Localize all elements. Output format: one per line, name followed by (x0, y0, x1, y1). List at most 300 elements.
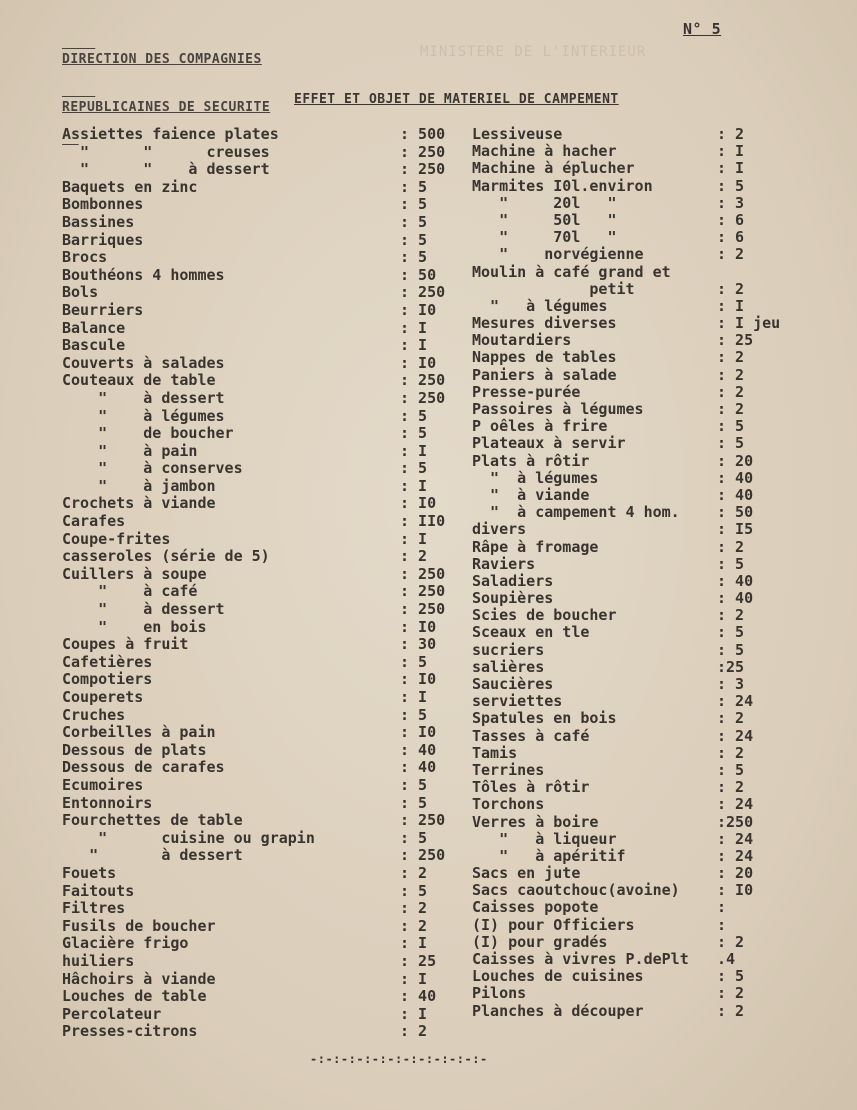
item-label: Beurriers (62, 300, 144, 319)
item-label: Sacs en jute (472, 864, 581, 883)
item-quantity: : 2 (717, 537, 745, 556)
item-label: " de boucher (62, 424, 234, 443)
inventory-row (470, 693, 830, 710)
item-label: " en bois (62, 617, 207, 636)
item-label: Tasses à café (472, 726, 590, 745)
item-quantity: : 2 (717, 932, 745, 951)
right-inventory-column (470, 126, 830, 1020)
item-label: Râpe à fromage (472, 537, 599, 556)
item-quantity: : 2 (717, 348, 745, 367)
item-label: " à jambon (62, 476, 216, 495)
inventory-row (62, 759, 472, 777)
inventory-row (470, 882, 830, 899)
inventory-row (62, 777, 472, 795)
item-label: Percolateur (62, 1004, 162, 1023)
item-quantity: :25 (717, 657, 745, 676)
inventory-row (470, 349, 830, 366)
item-label: P oêles à frire (472, 417, 608, 436)
inventory-row (470, 281, 830, 298)
inventory-row (62, 566, 472, 584)
document-title: EFFET ET OBJET DE MATERIEL DE CAMPEMENT (294, 92, 619, 107)
item-quantity: : I (400, 336, 428, 355)
item-quantity: : I (717, 159, 745, 178)
inventory-row (470, 1003, 830, 1020)
inventory-row (470, 624, 830, 641)
item-label: Barriques (62, 230, 144, 249)
item-quantity: : 5 (717, 967, 745, 986)
item-quantity: : 500 (400, 125, 446, 143)
inventory-row (470, 521, 830, 538)
item-quantity: : I0 (400, 670, 437, 689)
item-quantity: : 50 (400, 265, 437, 284)
item-quantity: : 5 (400, 177, 428, 196)
item-quantity: : 250 (400, 160, 446, 179)
item-label: Coupes à fruit (62, 635, 189, 654)
item-label: Couverts à salades (62, 353, 225, 372)
item-label: " à dessert (62, 388, 225, 407)
inventory-row (62, 267, 472, 285)
inventory-row (62, 953, 472, 971)
inventory-row (470, 143, 830, 160)
item-label: " à dessert (62, 600, 225, 619)
footer-divider: -:-:-:-:-:-:-:-:-:-:-:- (310, 1052, 488, 1066)
item-quantity: : 40 (400, 740, 437, 759)
item-label: Saladiers (472, 571, 554, 590)
item-quantity: : 5 (717, 623, 745, 642)
item-label: Paniers à salade (472, 365, 617, 384)
inventory-row (470, 831, 830, 848)
item-quantity: : 5 (400, 828, 428, 847)
inventory-row (62, 355, 472, 373)
item-label: Terrines (472, 760, 545, 779)
item-quantity: : I (400, 529, 428, 548)
item-quantity: : I jeu (717, 314, 781, 333)
item-quantity: : 5 (717, 434, 745, 453)
inventory-row (62, 742, 472, 760)
item-label: Pilons (472, 984, 527, 1003)
inventory-row (62, 513, 472, 531)
item-quantity: :250 (717, 812, 754, 831)
item-quantity: : 5 (400, 793, 428, 812)
item-label: " norvégienne (472, 245, 644, 264)
inventory-row (470, 814, 830, 831)
item-quantity: : 250 (400, 142, 446, 161)
inventory-row (62, 671, 472, 689)
inventory-row (470, 453, 830, 470)
item-quantity: : 5 (400, 230, 428, 249)
item-quantity: : (717, 915, 727, 934)
page-number: N° 5 (683, 20, 722, 38)
inventory-row (62, 144, 472, 162)
inventory-row (470, 848, 830, 865)
inventory-row (62, 601, 472, 619)
item-label: Scies de boucher (472, 606, 617, 625)
item-label: Bols (62, 283, 99, 302)
inventory-row (62, 531, 472, 549)
org-line-1: DIRECTION DES COMPAGNIES (62, 52, 262, 67)
inventory-row (62, 830, 472, 848)
item-label: Couteaux de table (62, 371, 216, 390)
inventory-row (62, 883, 472, 901)
item-label: Nappes de tables (472, 348, 617, 367)
item-quantity: : 5 (400, 195, 428, 214)
inventory-row (62, 460, 472, 478)
item-quantity: : I5 (717, 520, 754, 539)
item-quantity: : I (717, 296, 745, 315)
item-quantity: : 3 (717, 193, 745, 212)
item-label: Louches de table (62, 987, 207, 1006)
item-label: Hâchoirs à viande (62, 969, 216, 988)
item-label: Balance (62, 318, 126, 337)
inventory-row (470, 401, 830, 418)
inventory-row (62, 495, 472, 513)
item-quantity: : 30 (400, 635, 437, 654)
left-inventory-column (62, 126, 472, 1041)
inventory-row (470, 642, 830, 659)
item-quantity: .4 (717, 950, 736, 968)
item-quantity: : 25 (717, 331, 754, 350)
item-quantity: : I (717, 142, 745, 161)
faded-stamp-text: MINISTERE DE L'INTERIEUR (420, 44, 647, 60)
inventory-row (470, 573, 830, 590)
inventory-row (62, 161, 472, 179)
item-label: (I) pour Officiers (472, 915, 635, 934)
inventory-row (470, 504, 830, 521)
item-label: (I) pour gradés (472, 932, 608, 951)
item-label: Cruches (62, 705, 126, 724)
inventory-row (470, 710, 830, 727)
inventory-row (470, 160, 830, 177)
item-quantity: : 40 (400, 758, 437, 777)
item-label: Planches à découper (472, 1001, 644, 1020)
item-quantity: : I0 (400, 494, 437, 513)
item-quantity: : 250 (400, 283, 446, 302)
item-quantity: : I0 (400, 617, 437, 636)
item-quantity: : 2 (400, 547, 428, 566)
inventory-row (62, 390, 472, 408)
item-label: Bombonnes (62, 195, 144, 214)
item-quantity: : 2 (717, 245, 745, 264)
inventory-row (470, 487, 830, 504)
item-quantity: : 5 (400, 424, 428, 443)
inventory-row (470, 934, 830, 951)
item-label: Bouthéons 4 hommes (62, 265, 225, 284)
inventory-row (62, 320, 472, 338)
item-label: Plats à rôtir (472, 451, 590, 470)
inventory-row (470, 779, 830, 796)
item-label: Mesures diverses (472, 314, 617, 333)
item-label: " à viande (472, 485, 590, 504)
item-label: Verres à boire (472, 812, 599, 831)
inventory-row (62, 988, 472, 1006)
item-label: Machine à hacher (472, 142, 617, 161)
inventory-row (62, 214, 472, 232)
inventory-row (62, 583, 472, 601)
item-label: Moulin à café grand et (472, 262, 671, 281)
item-quantity: : 250 (400, 600, 446, 619)
item-label: Saucières (472, 675, 554, 693)
item-label: Cafetières (62, 652, 153, 671)
item-label: Corbeilles à pain (62, 723, 216, 742)
item-quantity: : I0 (400, 723, 437, 742)
item-label: Tôles à rôtir (472, 778, 590, 797)
item-label: Presse-purée (472, 382, 581, 401)
item-quantity: : 5 (400, 459, 428, 478)
item-label: " à légumes (62, 406, 225, 425)
item-quantity: : I (400, 476, 428, 495)
inventory-row (62, 900, 472, 918)
item-label: " 50l " (472, 210, 617, 229)
item-quantity: : 24 (717, 692, 754, 711)
item-label: huiliers (62, 951, 135, 970)
inventory-row (470, 212, 830, 229)
inventory-row (470, 865, 830, 882)
inventory-row (470, 229, 830, 246)
item-label: Cuillers à soupe (62, 564, 207, 583)
item-label: sucriers (472, 640, 545, 659)
item-quantity: : 2 (400, 899, 428, 918)
item-label: Filtres (62, 899, 126, 918)
item-label: Dessous de carafes (62, 758, 225, 777)
inventory-row (62, 847, 472, 865)
item-quantity: : 250 (400, 388, 446, 407)
inventory-row (470, 126, 830, 143)
item-label: Bascule (62, 336, 126, 355)
item-label: " à dessert (62, 846, 243, 865)
item-label: Assiettes faience plates (62, 125, 279, 143)
inventory-row (470, 195, 830, 212)
item-label: Passoires à légumes (472, 400, 644, 418)
item-label: serviettes (472, 692, 563, 711)
item-quantity: : I0 (717, 881, 754, 900)
item-label: Carafes (62, 512, 126, 531)
item-quantity: : 2 (717, 606, 745, 625)
inventory-row (470, 796, 830, 813)
item-quantity: : 2 (717, 125, 745, 143)
item-quantity: : 250 (400, 811, 446, 830)
inventory-row (470, 556, 830, 573)
item-quantity: : 24 (717, 829, 754, 848)
inventory-row (470, 745, 830, 762)
item-quantity: : 40 (717, 468, 754, 487)
inventory-row (470, 985, 830, 1002)
item-label: Plateaux à servir (472, 434, 626, 453)
inventory-row (62, 196, 472, 214)
item-quantity: : 40 (717, 485, 754, 504)
item-quantity: : 2 (717, 382, 745, 401)
item-label: Sacs caoutchouc(avoine) (472, 881, 680, 900)
item-label: Moutardiers (472, 331, 572, 350)
item-quantity: : 2 (717, 1001, 745, 1020)
item-label: Glacière frigo (62, 934, 189, 953)
inventory-row (470, 367, 830, 384)
inventory-row (470, 435, 830, 452)
item-quantity: : 2 (400, 863, 428, 882)
item-label: casseroles (série de 5) (62, 547, 270, 566)
inventory-row (470, 951, 830, 968)
item-label: Louches de cuisines (472, 967, 644, 986)
item-label: " " à dessert (62, 160, 270, 179)
item-label: Lessiveuse (472, 125, 563, 143)
item-quantity: : 25 (400, 951, 437, 970)
item-label: " à conserves (62, 459, 243, 478)
item-label: Bassines (62, 212, 135, 231)
item-label: " à liqueur (472, 829, 617, 848)
item-quantity: : 20 (717, 864, 754, 883)
item-quantity: : 2 (717, 279, 745, 298)
item-label: Soupières (472, 589, 554, 608)
item-quantity: : 5 (717, 176, 745, 195)
item-quantity: : I (400, 934, 428, 953)
item-label: " cuisine ou grapin (62, 828, 315, 847)
item-quantity: : (717, 898, 727, 917)
item-label: Brocs (62, 248, 108, 267)
item-label: Couperets (62, 688, 144, 706)
item-quantity: : 6 (717, 228, 745, 247)
item-quantity: : 2 (717, 400, 745, 418)
item-quantity: : 5 (400, 248, 428, 267)
item-quantity: : 250 (400, 564, 446, 583)
inventory-row (62, 372, 472, 390)
inventory-row (470, 762, 830, 779)
item-label: Faitouts (62, 881, 135, 900)
item-quantity: : I (400, 1004, 428, 1023)
inventory-row (62, 232, 472, 250)
inventory-row (62, 425, 472, 443)
inventory-row (62, 443, 472, 461)
item-quantity: : I (400, 688, 428, 706)
inventory-row (62, 619, 472, 637)
item-label: Baquets en zinc (62, 177, 198, 196)
item-quantity: : 2 (400, 916, 428, 935)
inventory-row (62, 654, 472, 672)
item-quantity: : 3 (717, 675, 745, 693)
item-label: Dessous de plats (62, 740, 207, 759)
inventory-row (470, 968, 830, 985)
item-label: Compotiers (62, 670, 153, 689)
item-quantity: : I (400, 441, 428, 460)
inventory-row (62, 935, 472, 953)
inventory-row (62, 408, 472, 426)
item-quantity: : 20 (717, 451, 754, 470)
inventory-row (62, 971, 472, 989)
item-label: Raviers (472, 554, 536, 573)
item-label: " à légumes (472, 296, 608, 315)
item-label: divers (472, 520, 527, 539)
inventory-row (62, 1023, 472, 1041)
item-quantity: : 5 (400, 652, 428, 671)
item-quantity: : 5 (717, 640, 745, 659)
item-quantity: : 40 (400, 987, 437, 1006)
item-quantity: : 5 (717, 417, 745, 436)
inventory-row (62, 795, 472, 813)
item-label: Tamis (472, 743, 518, 762)
item-label: Fusils de boucher (62, 916, 216, 935)
inventory-row (470, 590, 830, 607)
item-quantity: : 5 (400, 212, 428, 231)
item-label: salières (472, 657, 545, 676)
inventory-row (470, 470, 830, 487)
item-label: Marmites I0l.environ (472, 176, 653, 195)
item-quantity: : 2 (717, 984, 745, 1003)
item-label: Crochets à viande (62, 494, 216, 513)
item-quantity: : 5 (400, 775, 428, 794)
item-quantity: : I (400, 969, 428, 988)
item-quantity: : 5 (400, 881, 428, 900)
item-quantity: : 24 (717, 726, 754, 745)
inventory-row (62, 179, 472, 197)
inventory-row (470, 676, 830, 693)
item-label: Machine à éplucher (472, 159, 635, 178)
item-quantity: : 2 (717, 365, 745, 384)
inventory-row (470, 315, 830, 332)
inventory-row (470, 728, 830, 745)
item-quantity: : 5 (400, 705, 428, 724)
item-quantity: : I0 (400, 300, 437, 319)
inventory-row (62, 865, 472, 883)
inventory-row (470, 178, 830, 195)
inventory-row (470, 659, 830, 676)
inventory-row (62, 1006, 472, 1024)
item-quantity: : 2 (717, 743, 745, 762)
inventory-row (470, 264, 830, 281)
item-quantity: : 40 (717, 589, 754, 608)
inventory-row (62, 724, 472, 742)
item-quantity: : 5 (717, 760, 745, 779)
item-label: " à pain (62, 441, 198, 460)
item-quantity: : 24 (717, 846, 754, 865)
inventory-row (62, 126, 472, 144)
inventory-row (62, 707, 472, 725)
item-quantity: : I0 (400, 353, 437, 372)
inventory-row (62, 812, 472, 830)
item-quantity: : 5 (400, 406, 428, 425)
inventory-row (470, 607, 830, 624)
item-quantity: : II0 (400, 512, 446, 531)
item-quantity: : 5 (717, 554, 745, 573)
item-quantity: : 2 (717, 709, 745, 728)
item-quantity: : 2 (400, 1022, 428, 1041)
item-label: " à café (62, 582, 198, 601)
inventory-row (62, 478, 472, 496)
item-label: Fourchettes de table (62, 811, 243, 830)
item-quantity: : 6 (717, 210, 745, 229)
item-label: " à légumes (472, 468, 599, 487)
item-label: Entonnoirs (62, 793, 153, 812)
inventory-row (62, 548, 472, 566)
inventory-row (470, 246, 830, 263)
item-label: " 70l " (472, 228, 617, 247)
inventory-row (470, 539, 830, 556)
item-quantity: : 250 (400, 846, 446, 865)
inventory-row (470, 298, 830, 315)
inventory-row (62, 636, 472, 654)
inventory-row (62, 302, 472, 320)
inventory-row (470, 418, 830, 435)
item-label: " à campement 4 hom. (472, 503, 680, 522)
item-label: " " creuses (62, 142, 270, 161)
inventory-row (470, 899, 830, 916)
inventory-row (470, 384, 830, 401)
item-label: Torchons (472, 795, 545, 814)
item-quantity: : I (400, 318, 428, 337)
item-label: Presses-citrons (62, 1022, 198, 1041)
inventory-row (470, 917, 830, 934)
item-quantity: : 250 (400, 371, 446, 390)
item-label: Caisses popote (472, 898, 599, 917)
inventory-row (62, 284, 472, 302)
org-line-2: REPUBLICAINES DE SECURITE (62, 100, 271, 115)
